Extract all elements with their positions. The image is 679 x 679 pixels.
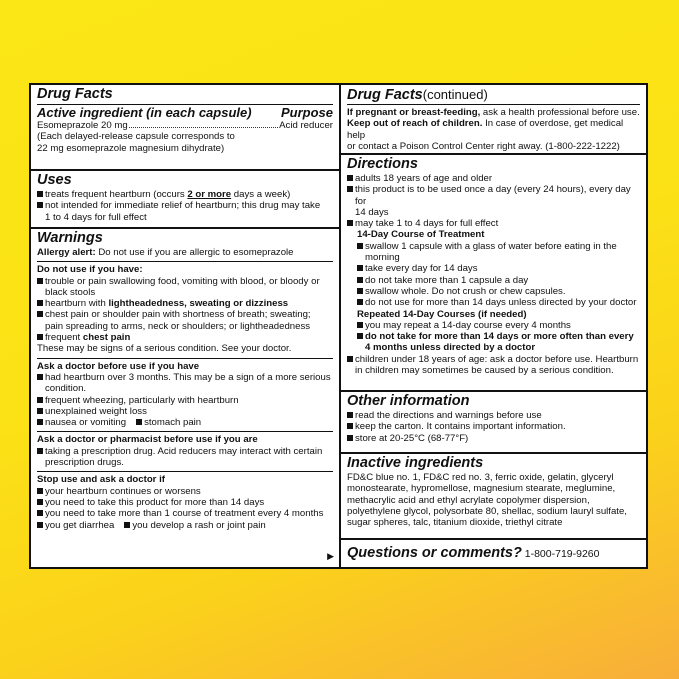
repeated-heading: Repeated 14-Day Courses (if needed) xyxy=(357,308,527,320)
item-text: take every day for 14 days xyxy=(365,263,478,275)
inactive-line: sugar spheres, talc, titanium dioxide, triethyl citrate xyxy=(347,517,563,529)
list-item xyxy=(37,372,333,395)
ask-pharmacist-heading: Ask a doctor or pharmacist before use if you are xyxy=(37,434,258,446)
item-text: nausea or vomiting xyxy=(45,417,127,429)
item-text: you need to take more than 1 course of treatment every 4 months xyxy=(45,508,324,520)
list-item xyxy=(347,218,640,229)
item-text: frequent xyxy=(45,332,83,344)
list-item xyxy=(347,421,640,432)
do-not-use-note: These may be signs of a serious condition. See your doctor. xyxy=(37,343,292,355)
item-text: heartburn with xyxy=(45,298,109,310)
continued-label: (continued) xyxy=(422,87,488,102)
dot-leader xyxy=(129,127,278,128)
item-text: 4 months unless directed by a doctor xyxy=(365,342,536,354)
list-item xyxy=(37,446,333,469)
ask-doctor-heading: Ask a doctor before use if you have xyxy=(37,360,200,372)
left-column xyxy=(31,85,341,567)
list-item xyxy=(357,263,640,274)
list-item xyxy=(37,276,333,299)
item-text: unexplained weight loss xyxy=(45,405,147,417)
item-text: trouble or pain swallowing food, vomiting with blood, or bloody or xyxy=(45,275,320,287)
item-text: you develop a rash or joint pain xyxy=(132,519,266,531)
list-item xyxy=(37,298,333,309)
list-item xyxy=(357,331,640,354)
questions-phone: 1-800-719-9260 xyxy=(521,548,600,560)
ingredient-note-2: 22 mg esomeprazole magnesium dihydrate) xyxy=(37,142,225,154)
item-text: black stools xyxy=(45,286,96,298)
other-info-heading: Other information xyxy=(347,393,470,409)
item-text: condition. xyxy=(45,383,87,395)
item-text: adults 18 years of age and older xyxy=(355,173,493,184)
uses-text: 1 to 4 days for full effect xyxy=(45,211,147,223)
uses-text: days a week) xyxy=(231,189,291,200)
warnings-heading: Warnings xyxy=(37,230,103,246)
list-item xyxy=(347,354,640,377)
item-text: you get diarrhea xyxy=(45,519,115,531)
uses-item xyxy=(37,189,333,200)
item-text: frequent wheezing, particularly with heartburn xyxy=(45,394,239,406)
list-item xyxy=(37,309,333,332)
item-text: pain spreading to arms, neck or shoulders; or lightheadedness xyxy=(45,320,311,332)
list-item xyxy=(347,433,640,444)
continue-arrow-icon: ▶ xyxy=(327,551,334,561)
directions-section xyxy=(341,155,646,392)
inactive-line: FD&C blue no. 1, FD&C red no. 3, ferric oxide, gelatin, glyceryl xyxy=(347,472,614,483)
list-item xyxy=(37,486,333,497)
allergy-label: Allergy alert: xyxy=(37,247,96,258)
item-text: morning xyxy=(365,252,400,264)
allergy-text: Do not use if you are allergic to esomeprazole xyxy=(95,247,294,258)
item-text: prescription drugs. xyxy=(45,457,124,469)
active-ingredient-heading: Active ingredient (in each capsule) xyxy=(37,105,252,120)
item-text: in children may sometimes be caused by a serious condition. xyxy=(355,365,614,377)
warnings-section xyxy=(31,229,339,533)
list-item xyxy=(347,184,640,218)
inactive-line: polyethylene glycol, polysorbate 80, shellac, sodium lauryl sulfate, xyxy=(347,505,627,517)
uses-emphasis: 2 or more xyxy=(187,189,232,200)
purpose-heading: Purpose xyxy=(280,105,333,120)
list-item xyxy=(37,497,333,508)
inactive-line: methacrylic acid and ethyl acrylate copolymer dispersion, xyxy=(347,494,590,506)
pregnancy-text: ask a health professional before use. xyxy=(480,107,640,118)
list-item xyxy=(124,520,265,531)
questions-heading: Questions or comments? xyxy=(347,545,522,561)
do-not-use-heading: Do not use if you have: xyxy=(37,264,143,276)
stop-use-heading: Stop use and ask a doctor if xyxy=(37,474,165,486)
active-ingredient-section xyxy=(31,85,339,171)
poison-control-text: or contact a Poison Control Center right away. (1-800-222-1222) xyxy=(347,140,620,152)
item-text: had heartburn over 3 months. This may be a sign of a more serious xyxy=(45,371,331,383)
item-text: do not use for more than 14 days unless directed by your doctor xyxy=(365,297,637,309)
item-text: 14 days xyxy=(355,206,389,218)
item-text: your heartburn continues or worsens xyxy=(45,485,201,497)
item-text: you may repeat a 14-day course every 4 months xyxy=(365,319,571,331)
other-information-section xyxy=(341,392,646,454)
item-text: read the directions and warnings before use xyxy=(355,410,542,421)
right-column xyxy=(341,85,646,567)
item-text: may take 1 to 4 days for full effect xyxy=(355,218,499,230)
list-item xyxy=(136,417,201,428)
item-text: do not take for more than 14 days or more often than every xyxy=(365,331,634,343)
item-text: store at 20-25°C (68-77°F) xyxy=(355,432,469,444)
ingredient-row xyxy=(37,120,333,131)
item-text: swallow whole. Do not crush or chew capsules. xyxy=(365,285,566,297)
list-item xyxy=(37,508,333,519)
course-heading: 14-Day Course of Treatment xyxy=(357,229,485,241)
item-text: do not take more than 1 capsule a day xyxy=(365,274,529,286)
list-item xyxy=(37,395,333,406)
drug-facts-title: Drug Facts xyxy=(37,86,113,102)
item-text: this product is to be used once a day (every 24 hours), every day for xyxy=(355,184,631,207)
item-text: keep the carton. It contains important information. xyxy=(355,421,566,433)
item-text: taking a prescription drug. Acid reducers may interact with certain xyxy=(45,445,323,457)
item-text: children under 18 years of age: ask a doctor before use. Heartburn xyxy=(355,353,639,365)
keep-out-text: In case of overdose, get medical help xyxy=(347,118,624,141)
uses-text: treats frequent heartburn (occurs xyxy=(45,189,188,200)
ingredient-name: Esomeprazole 20 mg xyxy=(37,120,128,131)
list-item xyxy=(357,241,640,264)
list-item xyxy=(347,410,640,421)
uses-item xyxy=(37,200,333,223)
uses-text: not intended for immediate relief of heartburn; this drug may take xyxy=(45,200,321,212)
item-emphasis: chest pain xyxy=(82,332,131,344)
uses-heading: Uses xyxy=(37,172,72,188)
item-text: stomach pain xyxy=(144,417,202,429)
list-item xyxy=(357,320,640,331)
pregnancy-section xyxy=(341,85,646,155)
inactive-ingredients-section xyxy=(341,454,646,540)
list-item xyxy=(357,297,640,308)
questions-section xyxy=(341,540,646,564)
item-emphasis: lightheadedness, sweating or dizziness xyxy=(108,298,289,310)
item-text: you need to take this product for more than 14 days xyxy=(45,496,265,508)
ingredient-purpose: Acid reducer xyxy=(279,120,333,131)
list-item xyxy=(37,332,333,343)
keep-out-label: Keep out of reach of children. xyxy=(347,118,483,130)
drug-facts-continued-title: Drug Facts xyxy=(347,87,423,103)
item-text: swallow 1 capsule with a glass of water before eating in the xyxy=(365,240,617,252)
list-item xyxy=(357,275,640,286)
directions-heading: Directions xyxy=(347,156,418,172)
list-item xyxy=(347,173,640,184)
ingredient-note-1: (Each delayed-release capsule corresponds to xyxy=(37,131,235,143)
drug-facts-panel xyxy=(29,83,648,569)
list-item xyxy=(37,406,333,417)
pregnancy-label: If pregnant or breast-feeding, xyxy=(347,107,481,118)
item-text: chest pain or shoulder pain with shortness of breath; sweating; xyxy=(45,309,311,321)
list-item xyxy=(357,286,640,297)
list-item xyxy=(37,520,114,531)
inactive-heading: Inactive ingredients xyxy=(347,455,484,471)
list-item xyxy=(37,417,126,428)
inactive-line: monostearate, hypromellose, magnesium stearate, meglumine, xyxy=(347,483,616,495)
uses-section xyxy=(31,171,339,229)
